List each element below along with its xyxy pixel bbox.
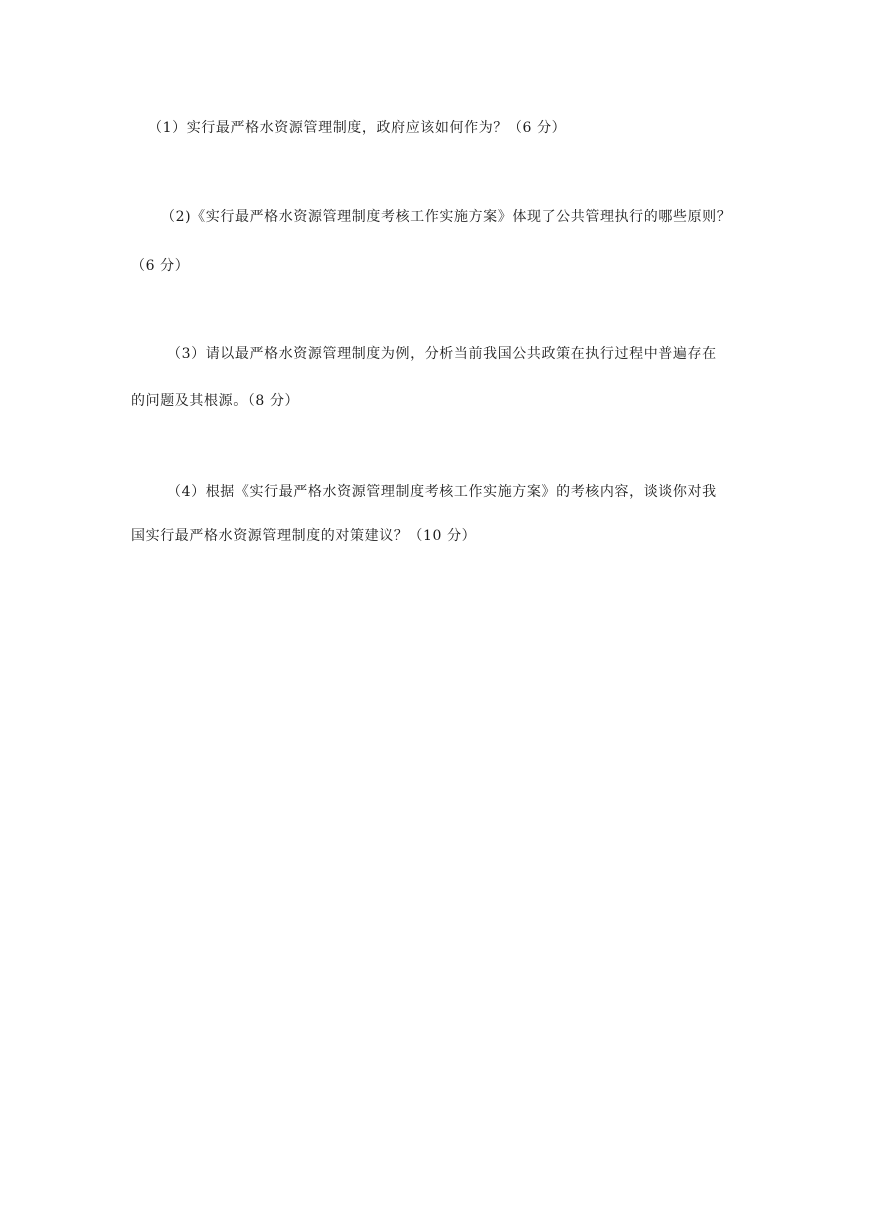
question-2-line-1: （2)《实行最严格水资源管理制度考核工作实施方案》体现了公共管理执行的哪些原则？ [161,209,732,225]
question-4-line-1: （4）根据《实行最严格水资源管理制度考核工作实施方案》的考核内容，谈谈你对我 [167,484,717,500]
question-1-line-1: （1）实行最严格水资源管理制度，政府应该如何作为？（6 分） [148,120,567,136]
question-2-line-2: （6 分） [131,258,190,274]
question-4-line-2: 国实行最严格水资源管理制度的对策建议？（10 分） [131,528,477,544]
question-3-line-1: （3）请以最严格水资源管理制度为例，分析当前我国公共政策在执行过程中普遍存在 [167,346,717,362]
question-3-line-2: 的问题及其根源。（8 分） [131,393,300,409]
